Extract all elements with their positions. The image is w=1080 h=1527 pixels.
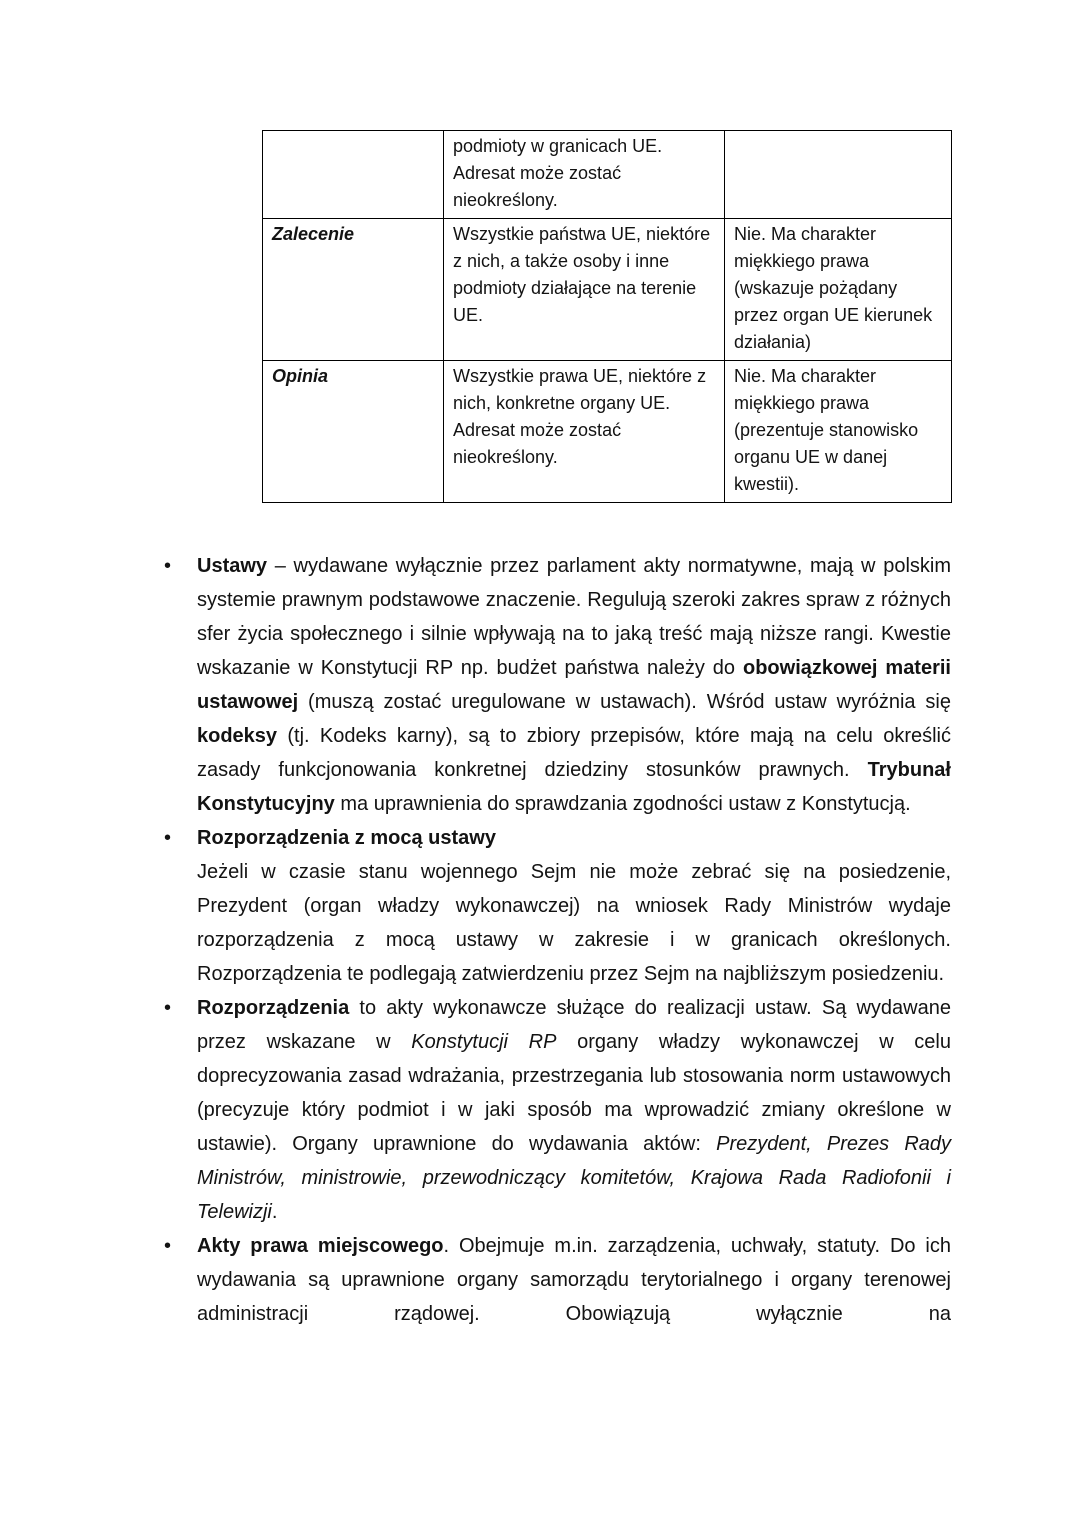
list-item	[150, 821, 951, 991]
table-cell-binding: Nie. Ma charakter miękkiego prawa (prezentuje stanowisko organu UE w danej kwestii).	[725, 361, 952, 503]
eu-acts-table	[262, 130, 952, 503]
text-run: Akty prawa miejscowego	[197, 1235, 444, 1257]
table-cell-addressee: podmioty w granicach UE. Adresat może zostać nieokreślony.	[444, 131, 725, 219]
text-run: Ustawy	[197, 555, 268, 577]
list-item	[150, 1229, 951, 1331]
paragraph	[197, 991, 951, 1229]
list-item	[150, 549, 951, 821]
list-item	[150, 991, 951, 1229]
paragraph	[197, 821, 951, 991]
table-row	[263, 219, 952, 361]
table-cell-addressee: Wszystkie państwa UE, niektóre z nich, a także osoby i inne podmioty działające na terenie UE.	[444, 219, 725, 361]
table-cell-term	[263, 131, 444, 219]
text-run: kodeksy	[197, 725, 278, 747]
text-run: . Obejmuje m.in. zarządzenia, uchwały, statuty. Do ich wydawania są uprawnione organy samorządu terytorialnego i organy terenowej administracji rządowej. Obowiązują wyłącznie na	[197, 1235, 951, 1325]
text-run: Rozporządzenia z mocą ustawy	[197, 827, 496, 849]
bullet-icon: •	[164, 997, 172, 1019]
table-cell-binding: Nie. Ma charakter miękkiego prawa (wskazuje pożądany przez organ UE kierunek działania)	[725, 219, 952, 361]
table-row	[263, 131, 952, 219]
text-run: Jeżeli w czasie stanu wojennego Sejm nie może zebrać się na posiedzenie, Prezydent (organ władzy wykonawczej) na wniosek Rady Ministrów wydaje rozporządzenia z mocą ustawy w zakresie i w granicach określonych. Rozporządzenia te podlegają zatwierdzeniu przez Sejm na najbliższym posiedzeniu.	[197, 861, 951, 985]
text-run: Trybunał Konstytucyjny	[197, 759, 951, 815]
paragraph	[197, 1229, 951, 1331]
table-cell-addressee: Wszystkie prawa UE, niektóre z nich, konkretne organy UE. Adresat może zostać nieokreślony.	[444, 361, 725, 503]
paragraph	[197, 549, 951, 821]
text-run: (tj. Kodeks karny), są to zbiory przepisów, które mają na celu określić zasady funkcjonowania konkretnej dziedziny stosunków prawnych.	[197, 725, 951, 781]
text-run: ma uprawnienia do sprawdzania zgodności ustaw z Konstytucją.	[334, 793, 911, 815]
text-run: Prezydent, Prezes Rady Ministrów, ministrowie, przewodniczący komitetów, Krajowa Rada Radiofonii i Telewizji	[197, 1133, 952, 1223]
table-cell-binding	[725, 131, 952, 219]
bullet-icon: •	[164, 827, 172, 849]
text-run: Konstytucji RP	[411, 1031, 557, 1053]
bullet-list	[150, 549, 951, 1331]
text-run: to akty wykonawcze służące do realizacji ustaw. Są wydawane przez wskazane w	[197, 997, 951, 1053]
text-run: .	[271, 1201, 278, 1223]
text-run: organy władzy wykonawczej w celu doprecyzowania zasad wdrażania, przestrzegania lub stosowania norm ustawowych (precyzuje który podmiot i w jaki sposób ma wprowadzić zmiany określone w ustawie). Organy uprawnione do wydawania aktów:	[197, 1031, 951, 1155]
table-cell-term: Zalecenie	[263, 219, 444, 361]
table-row	[263, 361, 952, 503]
text-run: Rozporządzenia	[197, 997, 350, 1019]
eu-acts-table-body	[263, 131, 952, 503]
text-run: – wydawane wyłącznie przez parlament akty normatywne, mają w polskim systemie prawnym podstawowe znaczenie. Regulują szeroki zakres spraw z różnych sfer życia społecznego i silnie wpływają na to jaką treść mają niższe rangi. Kwestie wskazanie w Konstytucji RP np. budżet państwa należy do	[197, 555, 951, 679]
bullet-icon: •	[164, 555, 172, 577]
text-run: (muszą zostać uregulowane w ustawach). Wśród ustaw wyróżnia się	[298, 691, 951, 713]
table-cell-term: Opinia	[263, 361, 444, 503]
text-run: obowiązkowej materii ustawowej	[197, 657, 951, 713]
bullet-icon: •	[164, 1235, 172, 1257]
